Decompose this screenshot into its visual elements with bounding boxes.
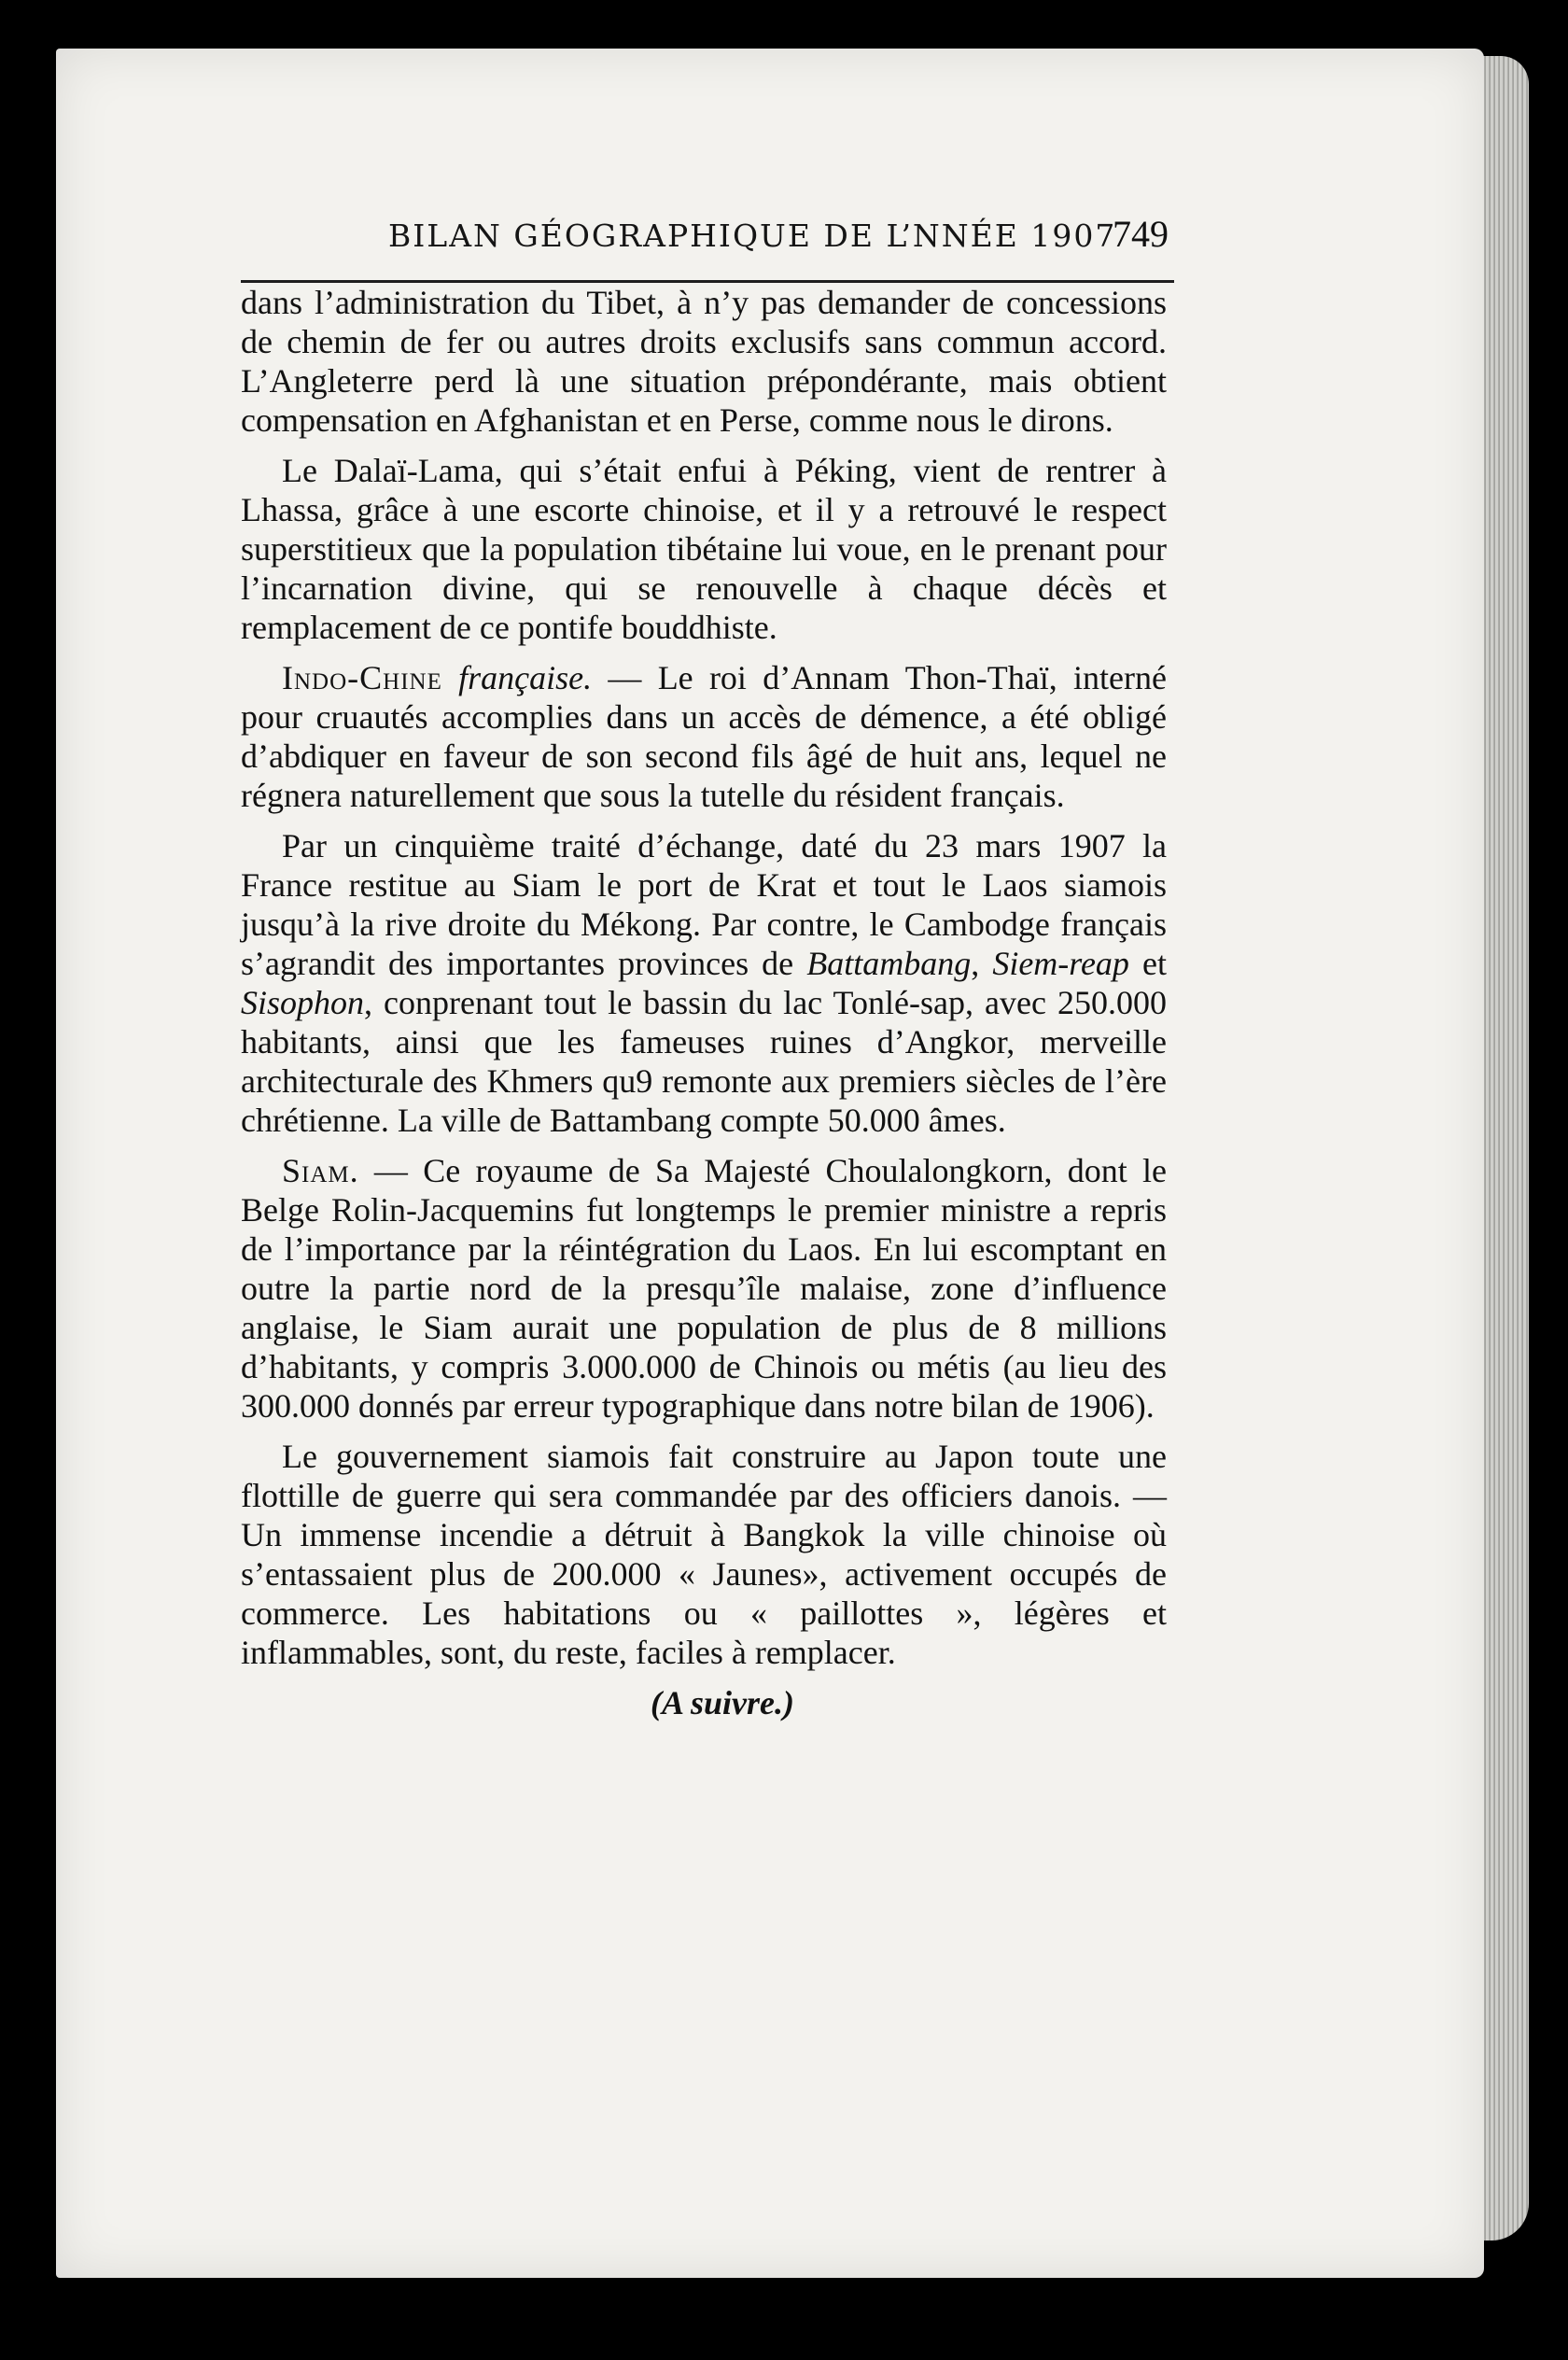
paragraph-text: Le gouvernement siamois fait construire au Japon toute une flottille de guerre qui sera commandée par des officiers danois. — Un immense incendie a détruit à Bangkok la ville chinoise où s’entassaient plus de 200.000 « Jaunes», activement occupés de commerce. Les habitations ou « paillottes », légères et inflammables, sont, du reste, faciles à remplacer. bbox=[241, 1438, 1167, 1671]
section-lead-indo-chine: Indo-Chine bbox=[282, 659, 442, 696]
paragraph-indo-chine bbox=[241, 658, 1167, 815]
paragraph-text: — Le roi d’Annam Thon-Thaï, interné pour cruautés accomplies dans un accès de démence, a été obligé d’abdiquer en faveur de son second fils âgé de huit ans, lequel ne régnera naturellement que sous la tutelle du résident français. bbox=[241, 659, 1167, 814]
paragraph-dalai-lama bbox=[241, 451, 1167, 647]
paragraph-text: Le Dalaï-Lama, qui s’était enfui à Péking, vient de rentrer à Lhassa, grâce à une escorte chinoise, et il y a retrouvé le respect superstitieux que la population tibétaine lui voue, en le prenant pour l’incarnation divine, qui se renouvelle à chaque décès et remplacement de ce pontife bouddhiste. bbox=[241, 452, 1167, 646]
separator: et bbox=[1128, 945, 1167, 982]
paragraph-siam bbox=[241, 1151, 1167, 1426]
place-sisophon: Sisophon bbox=[241, 984, 365, 1021]
paragraph-traite bbox=[241, 826, 1167, 1140]
paragraph-text: dans l’administration du Tibet, à n’y pas demander de concessions de chemin de fer ou autres droits exclusifs sans commun accord. L’Angleterre perd là une situation prépondérante, mais obtient compensation en Afghanistan et en Perse, comme nous le dirons. bbox=[241, 284, 1167, 439]
paragraph-tibet bbox=[241, 283, 1167, 440]
closing-note: (A suivre.) bbox=[650, 1684, 794, 1721]
paragraph-text: — Ce royaume de Sa Majesté Choulalongkorn, dont le Belge Rolin-Jacquemins fut longtemps le premier ministre a repris de l’importance par la réintégration du Laos. En lui escomptant en outre la partie nord de la presqu’île malaise, zone d’influence anglaise, le Siam aurait une population de plus de 8 millions d’habitants, y compris 3.000.000 de Chinois ou métis (au lieu des 300.000 donnés par erreur typographique dans notre bilan de 1906). bbox=[241, 1152, 1167, 1425]
body-text bbox=[241, 283, 1167, 1722]
paragraph-gouvernement bbox=[241, 1437, 1167, 1672]
place-battambang: Battambang bbox=[806, 945, 972, 982]
separator: , bbox=[971, 945, 993, 982]
page-number: 749 bbox=[1113, 213, 1169, 255]
section-lead-francaise: française. bbox=[458, 659, 593, 696]
paragraph-text: Par un cinquième traité d’échange, daté du 23 mars 1907 la France restitue au Siam le port de Krat et tout le Laos siamois jusqu’à la rive droite du Mékong. Par contre, le Cambodge français s’agrandit des importantes provinces de bbox=[241, 827, 1167, 982]
running-title: BILAN GÉOGRAPHIQUE DE L’NNÉE 1907 bbox=[388, 218, 1117, 254]
page-header bbox=[336, 173, 1176, 255]
paragraph-text: , conprenant tout le bassin du lac Tonlé-sap, avec 250.000 habitants, ainsi que les fameuses ruines d’Angkor, merveille architecturale des Khmers qu9 remonte aux premiers siècles de l’ère chrétienne. La ville de Battambang compte 50.000 âmes. bbox=[241, 984, 1167, 1139]
section-lead-siam: Siam. bbox=[282, 1152, 359, 1189]
place-siem-reap: Siem-reap bbox=[992, 945, 1129, 982]
